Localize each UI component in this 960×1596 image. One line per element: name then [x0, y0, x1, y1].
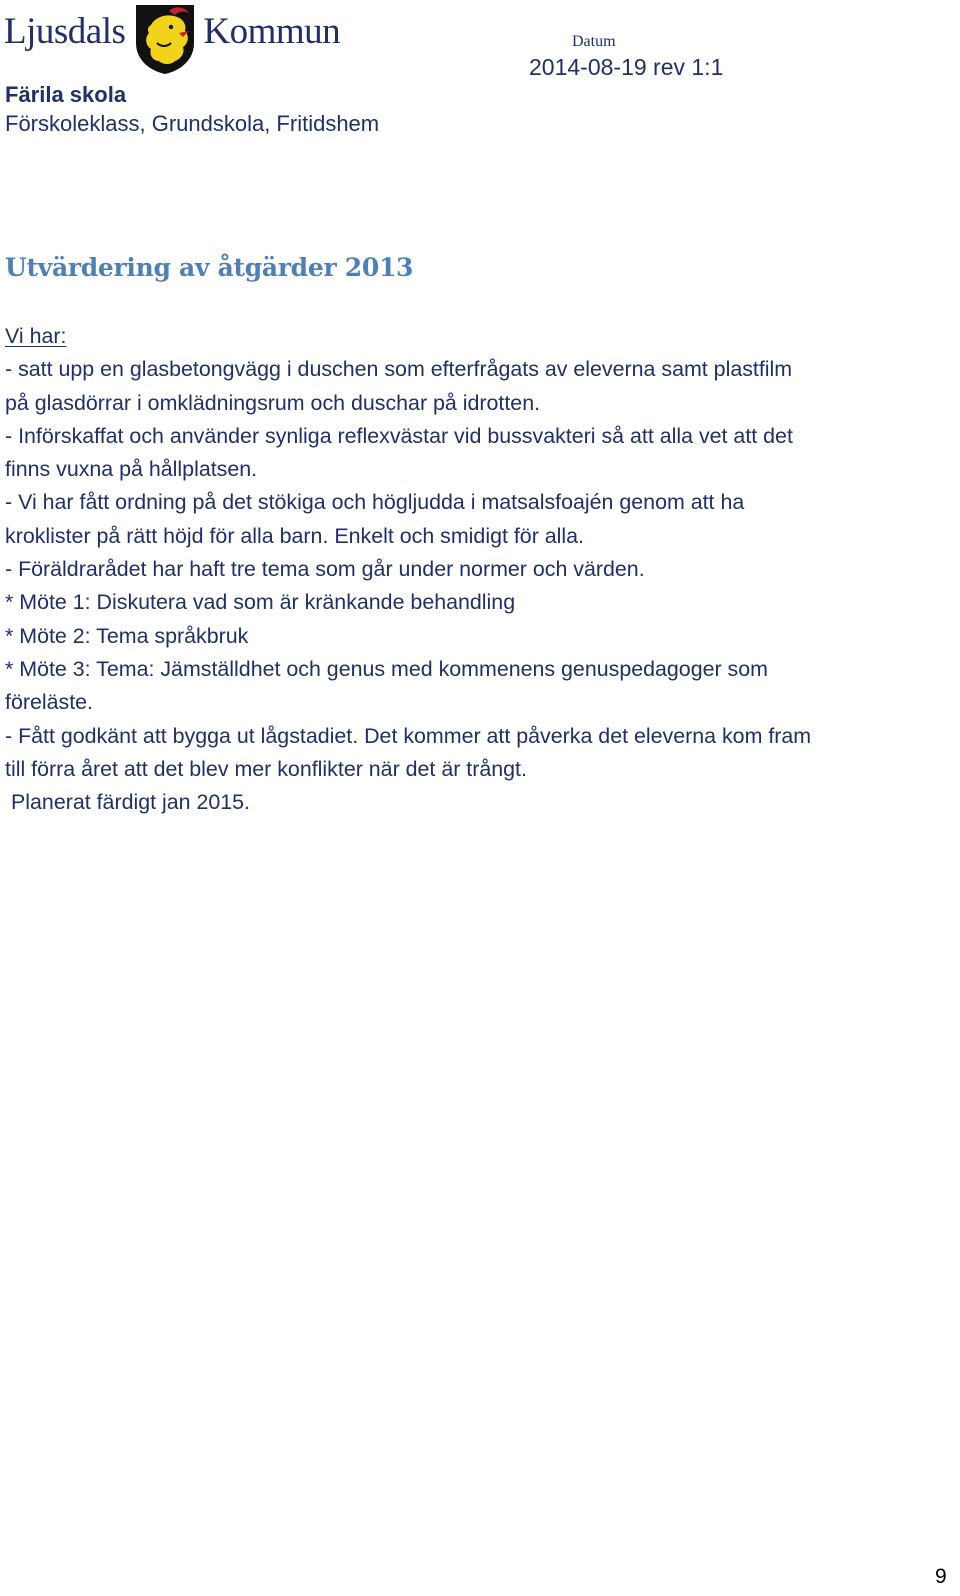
body-line: finns vuxna på hållplatsen. — [5, 457, 258, 482]
logo-text-left: Ljusdals — [4, 10, 126, 52]
body-line: - Föräldrarådet har haft tre tema som går under normer och värden. — [5, 557, 645, 582]
page-number: 9 — [935, 1565, 947, 1588]
body-line: - satt upp en glasbetongvägg i duschen som efterfrågats av eleverna samt plastfilm — [5, 357, 793, 382]
body-line: * Möte 2: Tema språkbruk — [5, 623, 249, 648]
document-body — [5, 320, 957, 819]
body-line: - Fått godkänt att bygga ut lågstadiet. Det kommer att påverka det eleverna kom fram — [5, 723, 812, 748]
school-name: Färila skola — [5, 82, 127, 107]
body-line: * Möte 1: Diskutera vad som är kränkande behandling — [5, 590, 516, 615]
school-subtitle: Förskoleklass, Grundskola, Fritidshem — [5, 111, 380, 136]
body-line: - Införskaffat och använder synliga reflexvästar vid bussvakteri så att alla vet att det — [5, 423, 793, 448]
logo-text-right: Kommun — [203, 10, 341, 52]
municipality-logo — [4, 0, 340, 74]
intro-text: Vi har: — [5, 324, 67, 348]
body-line: - Vi har fått ordning på det stökiga och högljudda i matsalsfoajén genom att ha — [5, 490, 745, 515]
body-line: * Möte 3: Tema: Jämställdhet och genus med kommenens genuspedagoger som — [5, 656, 768, 681]
body-line: på glasdörrar i omklädningsrum och duschar på idrotten. — [5, 390, 541, 415]
body-line: föreläste. — [5, 690, 93, 715]
body-line: Planerat färdigt jan 2015. — [11, 790, 251, 815]
body-line: kroklister på rätt höjd för alla barn. Enkelt och smidigt för alla. — [5, 523, 584, 548]
date-value: 2014-08-19 rev 1:1 — [529, 54, 724, 80]
body-line: till förra året att det blev mer konflikter när det är trångt. — [5, 756, 527, 781]
date-label: Datum — [572, 33, 616, 50]
section-heading: Utvärdering av åtgärder 2013 — [5, 253, 414, 282]
municipal-crest-icon — [133, 3, 197, 75]
